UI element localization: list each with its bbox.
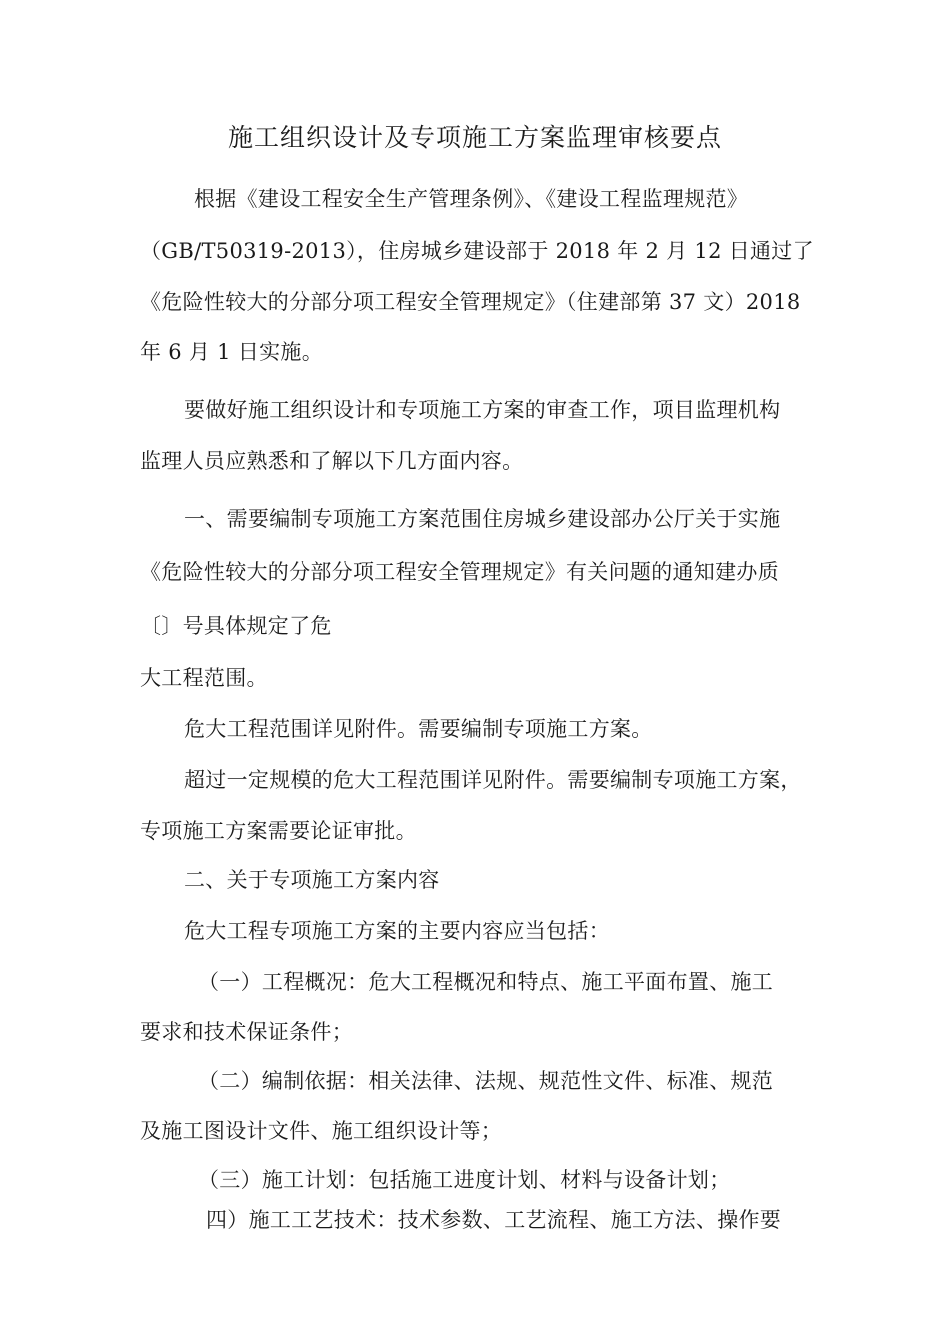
- paragraph-line: 根据《建设工程安全生产管理条例》、《建设工程监理规范》: [194, 187, 749, 211]
- paragraph-line: 一、需要编制专项施工方案范围住房城乡建设部办公厅关于实施: [184, 507, 781, 531]
- list-item-line: 四）施工工艺技术：技术参数、工艺流程、施工方法、操作要: [206, 1208, 782, 1232]
- paragraph-line: 《危险性较大的分部分项工程安全管理规定》（住建部第 37 文）2018: [140, 290, 801, 314]
- paragraph-line: （GB/T50319-2013），住房城乡建设部于 2018 年 2 月 12 日通过了: [140, 239, 814, 263]
- list-item-line: （三）施工计划：包括施工进度计划、材料与设备计划；: [198, 1168, 731, 1192]
- section-heading: 二、关于专项施工方案内容: [184, 868, 440, 892]
- paragraph-line: 危大工程专项施工方案的主要内容应当包括：: [184, 919, 610, 943]
- paragraph-line: 《危险性较大的分部分项工程安全管理规定》有关问题的通知建办质: [140, 560, 779, 584]
- paragraph-line: 要做好施工组织设计和专项施工方案的审查工作，项目监理机构: [184, 398, 781, 422]
- paragraph-line: 年 6 月 1 日实施。: [140, 340, 324, 364]
- list-item-line: 及施工图设计文件、施工组织设计等；: [140, 1119, 503, 1143]
- paragraph-line: 专项施工方案需要论证审批。: [140, 819, 417, 843]
- list-item-line: （二）编制依据：相关法律、法规、规范性文件、标准、规范: [198, 1069, 774, 1093]
- list-item-line: 要求和技术保证条件；: [140, 1020, 353, 1044]
- list-item-line: （一）工程概况：危大工程概况和特点、施工平面布置、施工: [198, 970, 774, 994]
- paragraph-line: 危大工程范围详见附件。需要编制专项施工方案。: [184, 717, 653, 741]
- paragraph-line: 〔〕号具体规定了危: [140, 614, 332, 638]
- paragraph-line: 超过一定规模的危大工程范围详见附件。需要编制专项施工方案，: [184, 768, 802, 792]
- paragraph-line: 监理人员应熟悉和了解以下几方面内容。: [140, 449, 524, 473]
- paragraph-line: 大工程范围。: [140, 666, 268, 690]
- document-title: 施工组织设计及专项施工方案监理审核要点: [227, 123, 722, 152]
